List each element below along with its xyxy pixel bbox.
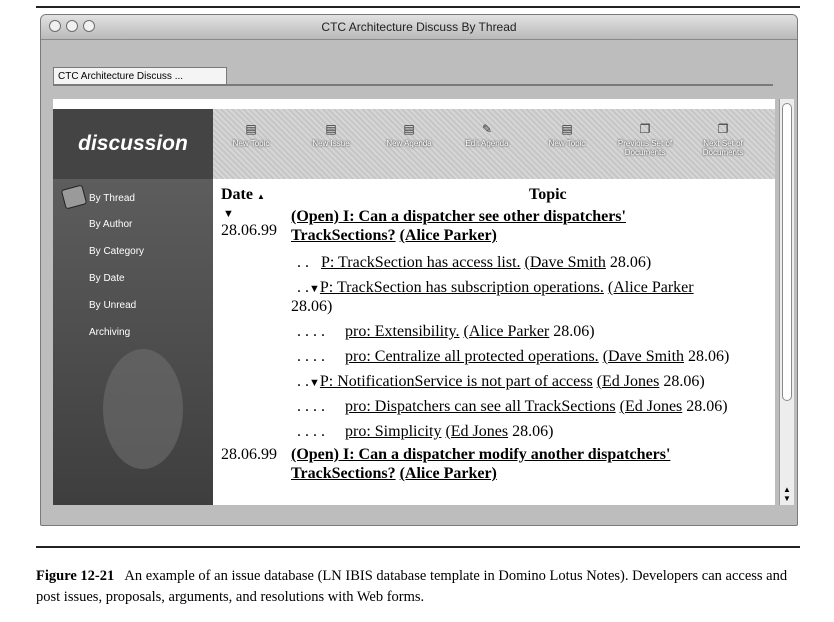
window-title: CTC Architecture Discuss By Thread	[321, 20, 517, 34]
thread-row[interactable]: . . . . pro: Dispatchers can see all TrackSections (Ed Jones 28.06)	[297, 398, 728, 415]
issue-date: 28.06.99	[221, 222, 277, 239]
nav-archiving[interactable]: Archiving	[89, 327, 131, 338]
document-icon: ▤	[245, 122, 257, 136]
thread-row[interactable]: . .▼P: NotificationService is not part of access (Ed Jones 28.06)	[297, 373, 705, 390]
date-column-header[interactable]: Date ▲	[221, 186, 265, 203]
scrollbar-thumb[interactable]	[782, 103, 792, 401]
thread-icon	[61, 184, 87, 209]
view-sidebar	[53, 179, 213, 505]
expand-triangle-icon[interactable]: ▼	[309, 377, 320, 389]
previous-set-button[interactable]: ❐ Previous Set of Documents	[617, 122, 673, 157]
banner-label: discussion	[78, 132, 188, 155]
issue-date: 28.06.99	[221, 446, 277, 463]
issue-title[interactable]: (Open) I: Can a dispatcher see other dispatchers'	[291, 208, 626, 225]
vertical-scrollbar[interactable]	[779, 99, 794, 505]
edit-agenda-button[interactable]: ✎ Edit Agenda	[465, 122, 509, 148]
page-content	[53, 99, 775, 505]
action-toolbar	[213, 109, 775, 179]
top-rule	[36, 6, 800, 8]
browser-tab[interactable]: CTC Architecture Discuss ...	[53, 67, 227, 85]
browser-window	[40, 14, 798, 526]
edit-icon: ✎	[481, 122, 493, 136]
sidebar-decoration	[103, 349, 183, 469]
documents-icon: ❐	[717, 122, 729, 136]
new-issue-button[interactable]: ▤ New Issue	[312, 122, 350, 148]
new-topic-button[interactable]: ▤ New Topic	[232, 122, 270, 148]
title-bar[interactable]	[41, 15, 797, 40]
issue-title[interactable]: (Open) I: Can a dispatcher modify another dispatchers'	[291, 446, 671, 463]
issue-title-cont[interactable]: TrackSections? (Alice Parker)	[291, 465, 497, 482]
figure-caption-text: An example of an issue database (LN IBIS database template in Domino Lotus Notes). Developers can access and post issues, proposals, arguments, and resolutions with Web forms.	[36, 568, 788, 605]
scroll-arrows[interactable]: ▲ ▼	[783, 485, 791, 503]
issue-title-cont[interactable]: TrackSections? (Alice Parker)	[291, 227, 497, 244]
document-icon: ▤	[403, 122, 415, 136]
thread-row[interactable]: . . . . pro: Centralize all protected operations. (Dave Smith 28.06)	[297, 348, 730, 365]
new-agenda-button[interactable]: ▤ New Agenda	[386, 122, 432, 148]
tab-strip	[53, 84, 773, 86]
thread-row[interactable]: . . . . pro: Simplicity (Ed Jones 28.06)	[297, 423, 554, 440]
documents-icon: ❐	[639, 122, 651, 136]
next-set-button[interactable]: ❐ Next Set of Documents	[702, 122, 744, 157]
nav-by-author[interactable]: By Author	[89, 219, 133, 230]
thread-row[interactable]: . .▼P: TrackSection has subscription operations. (Alice Parker	[297, 279, 694, 296]
thread-row[interactable]: . . . . pro: Extensibility. (Alice Parker 28.06)	[297, 323, 595, 340]
discussion-banner	[53, 109, 213, 179]
thread-row-cont: 28.06)	[291, 298, 333, 315]
topic-column-header[interactable]: Topic	[529, 186, 567, 203]
figure-caption	[36, 566, 800, 608]
nav-by-unread[interactable]: By Unread	[89, 300, 137, 311]
nav-by-thread[interactable]: By Thread	[89, 193, 135, 204]
document-icon: ▤	[561, 122, 573, 136]
new-topic-button-2[interactable]: ▤ New Topic	[548, 122, 586, 148]
thread-list	[219, 181, 775, 505]
bottom-rule	[36, 546, 800, 548]
nav-by-date[interactable]: By Date	[89, 273, 125, 284]
expand-triangle-icon[interactable]: ▼	[309, 283, 320, 295]
thread-row[interactable]: . . P: TrackSection has access list. (Dave Smith 28.06)	[297, 254, 652, 271]
expand-triangle-icon[interactable]: ▼	[223, 208, 234, 220]
document-icon: ▤	[325, 122, 337, 136]
nav-by-category[interactable]: By Category	[89, 246, 145, 257]
figure-label: Figure 12-21	[36, 568, 115, 584]
sort-ascending-icon: ▲	[256, 192, 265, 201]
